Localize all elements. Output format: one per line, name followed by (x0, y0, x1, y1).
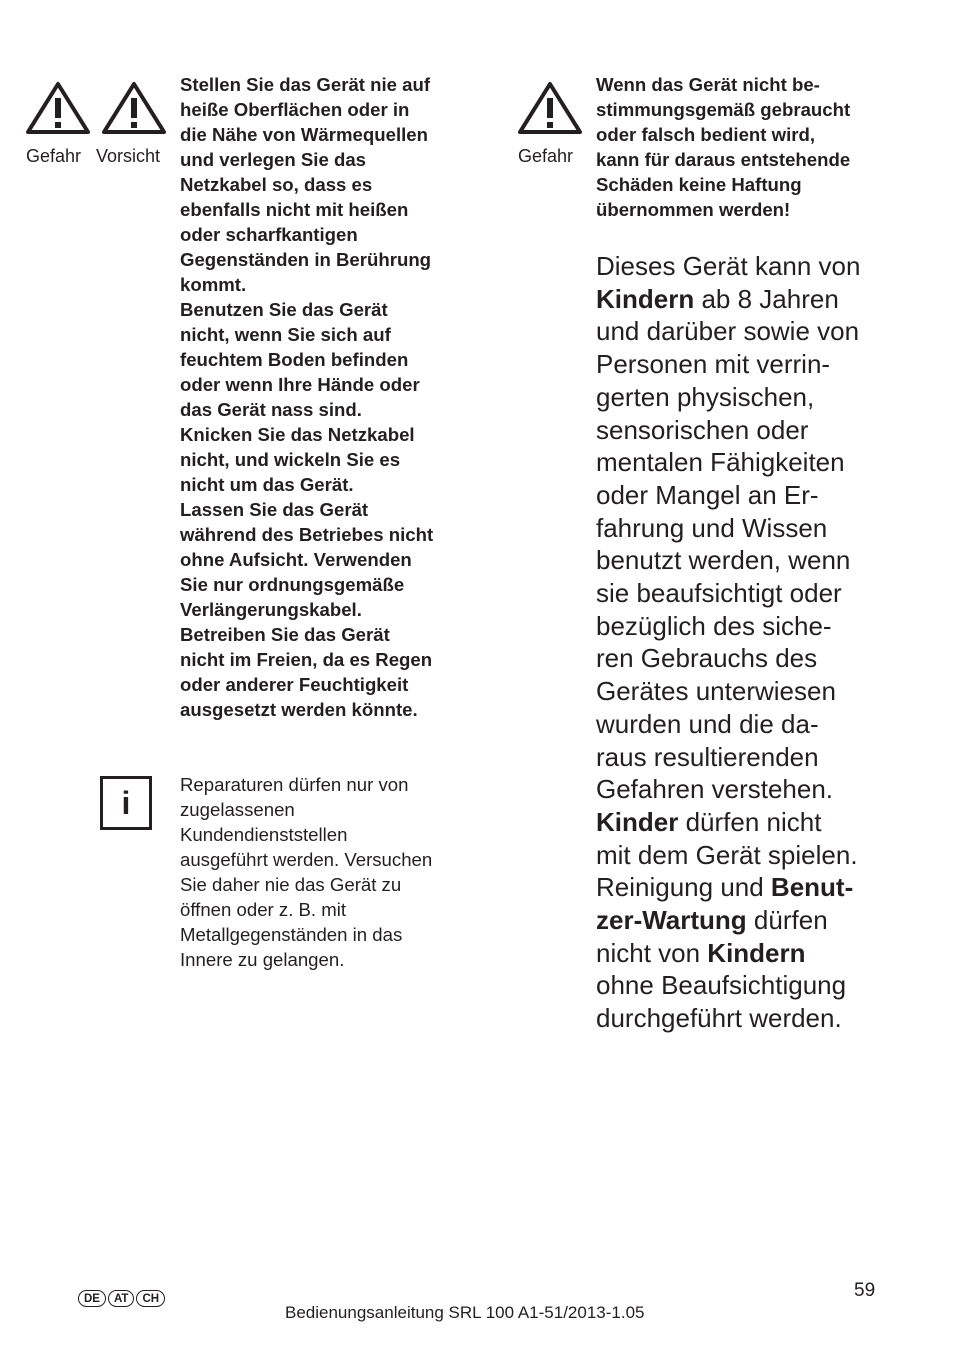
text-line: sensorischen oder (596, 414, 809, 445)
country-badge-at: AT (108, 1290, 134, 1307)
country-badge-ch: CH (136, 1290, 165, 1307)
text-line: ohne Beaufsichtigung (596, 970, 847, 1001)
text-line: ebenfalls nicht mit heißen (180, 199, 409, 220)
text-line: Verlängerungskabel. (180, 599, 362, 620)
right-warning-text (596, 72, 850, 222)
text-line: oder wenn Ihre Hände oder (180, 374, 420, 395)
danger-warning-icon (516, 80, 584, 136)
manual-reference: Bedienungsanleitung SRL 100 A1-51/2013-1.05 (285, 1303, 645, 1322)
page-number: 59 (854, 1280, 876, 1301)
caution-label: Vorsicht (96, 146, 161, 166)
text-line: wurden und die da- (596, 708, 819, 739)
text-line: während des Betriebes nicht (180, 524, 434, 545)
text-line: durchgeführt werden. (596, 1003, 842, 1034)
text-line: Metallgegenständen in das (180, 924, 403, 945)
text-line: Wenn das Gerät nicht be- (596, 74, 820, 95)
text-line: Personen mit verrin- (596, 349, 831, 380)
children-notice (596, 250, 860, 1035)
text-line: benutzt werden, wenn (596, 545, 851, 576)
text-line: Innere zu gelangen. (180, 949, 345, 970)
text-line: öffnen oder z. B. mit (180, 899, 347, 920)
text-line: ausgesetzt werden könnte. (180, 699, 418, 720)
text-line: Dieses Gerät kann von (596, 251, 861, 281)
text-line: nicht um das Gerät. (180, 474, 354, 495)
text-line: oder scharfkantigen (180, 224, 358, 245)
text-line: Schäden keine Haftung (596, 174, 802, 195)
text-line: Knicken Sie das Netzkabel (180, 424, 415, 445)
text-line: Reparaturen dürfen nur von (180, 774, 409, 795)
text-line: Kundendienststellen (180, 824, 348, 845)
text-line: sie beaufsichtigt oder (596, 578, 842, 609)
text-line: kann für daraus entstehende (596, 149, 851, 170)
info-icon: i (100, 776, 152, 830)
text-line: nicht, wenn Sie sich auf (180, 324, 391, 345)
text-line: mentalen Fähigkeiten (596, 447, 845, 478)
country-badges (78, 1290, 165, 1307)
text-line: ausgeführt werden. Versuchen (180, 849, 433, 870)
text-line: Stellen Sie das Gerät nie auf (180, 74, 431, 95)
text-line: Kinder dürfen nicht (596, 806, 822, 837)
text-line: Lassen Sie das Gerät (180, 499, 369, 520)
text-line: Sie nur ordnungsgemäße (180, 574, 405, 595)
info-text (180, 772, 432, 972)
text-line: oder anderer Feuchtigkeit (180, 674, 409, 695)
caution-warning-icon (100, 80, 168, 136)
danger-warning-icon (24, 80, 92, 136)
text-line: nicht, und wickeln Sie es (180, 449, 401, 470)
text-line: ohne Aufsicht. Verwenden (180, 549, 412, 570)
danger-label: Gefahr (26, 146, 82, 166)
text-line: und darüber sowie von (596, 316, 860, 347)
text-line: Gefahren verstehen. (596, 774, 834, 805)
text-line: Sie daher nie das Gerät zu (180, 874, 402, 895)
text-line: und verlegen Sie das (180, 149, 367, 170)
text-line: stimmungsgemäß gebraucht (596, 99, 851, 120)
text-line: kommt. (180, 274, 247, 295)
text-line: Betreiben Sie das Gerät (180, 624, 390, 645)
text-line: Gegenständen in Berührung (180, 249, 432, 270)
text-line: das Gerät nass sind. (180, 399, 362, 420)
text-line: oder falsch bedient wird, (596, 124, 816, 145)
text-line: feuchtem Boden befinden (180, 349, 409, 370)
text-line: fahrung und Wissen (596, 512, 828, 543)
text-line: zer-Wartung dürfen (596, 905, 828, 936)
danger-label: Gefahr (518, 146, 574, 166)
text-line: nicht von Kindern (596, 937, 806, 968)
country-badge-de: DE (78, 1290, 106, 1307)
text-line: Gerätes unterwiesen (596, 676, 836, 707)
text-line: Kindern ab 8 Jahren (596, 283, 839, 314)
text-line: zugelassenen (180, 799, 295, 820)
text-line: bezüglich des siche- (596, 610, 832, 641)
text-line: heiße Oberflächen oder in (180, 99, 410, 120)
text-line: ren Gebrauchs des (596, 643, 818, 674)
text-line: Benutzen Sie das Gerät (180, 299, 388, 320)
left-warning-text (180, 72, 480, 722)
text-line: Netzkabel so, dass es (180, 174, 373, 195)
text-line: die Nähe von Wärmequellen (180, 124, 428, 145)
text-line: nicht im Freien, da es Regen (180, 649, 433, 670)
text-line: übernommen werden! (596, 199, 791, 220)
text-line: raus resultierenden (596, 741, 819, 772)
text-line: mit dem Gerät spielen. (596, 839, 858, 870)
text-line: gerten physischen, (596, 381, 815, 412)
text-line: oder Mangel an Er- (596, 479, 819, 510)
text-line: Reinigung und Benut- (596, 872, 854, 903)
